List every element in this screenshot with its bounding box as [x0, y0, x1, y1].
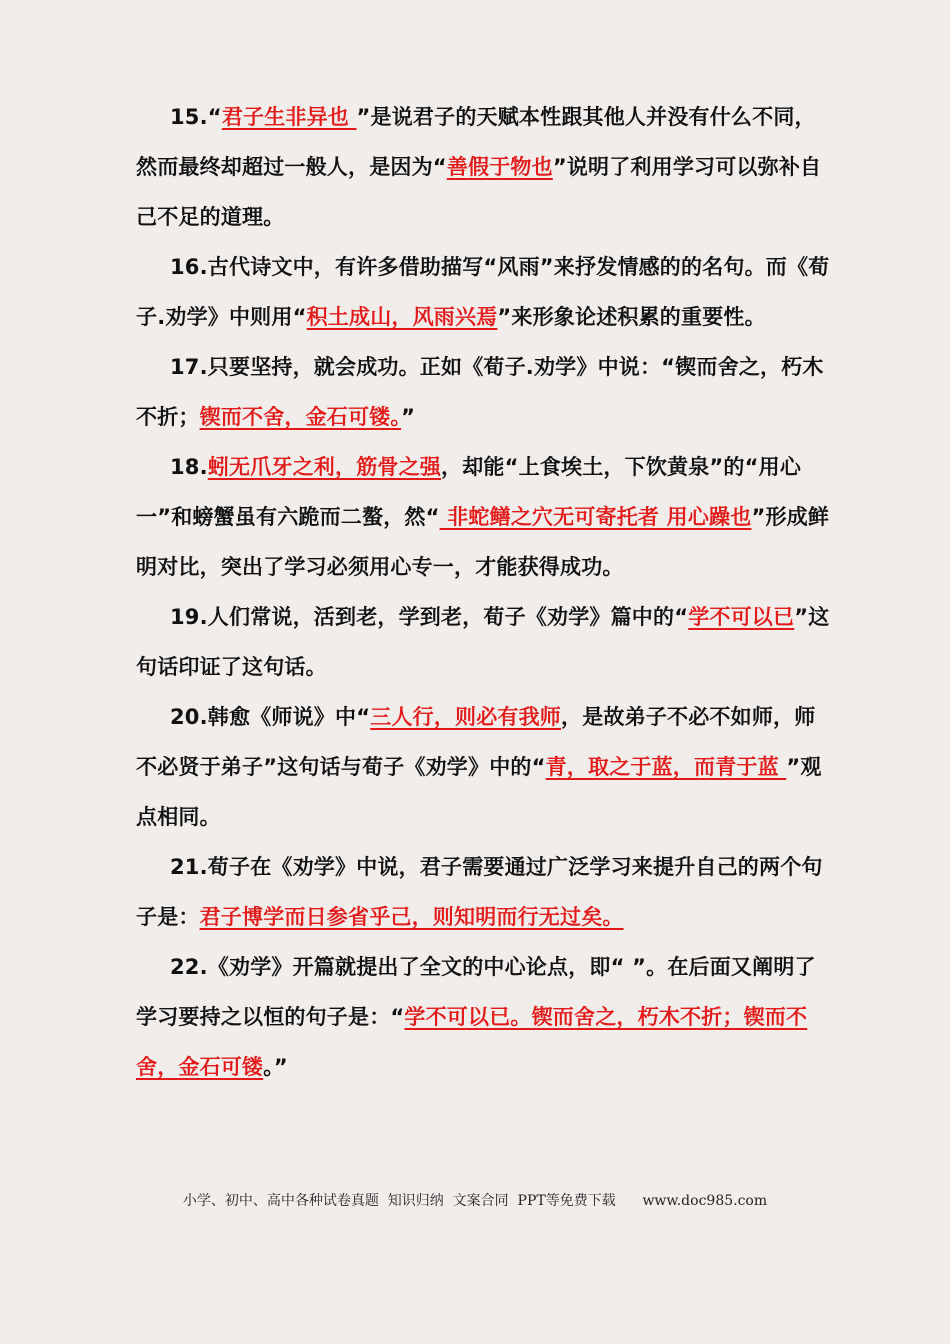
question-text: ，是故弟子不必不如师，师不必贤于弟子”这句话与荀子《劝学》中的“ [136, 705, 816, 779]
answer-text: 锲而不舍，金石可镂。 [199, 405, 402, 429]
document-body [136, 92, 836, 1092]
question-text: ”是说君子的天赋本性跟其他人并没有什么不同，然而最终却超过一般人，是因为“ [136, 105, 816, 179]
question-paragraph [136, 92, 836, 242]
question-paragraph [136, 342, 836, 442]
question-paragraph [136, 842, 836, 942]
question-text: 16.古代诗文中，有许多借助描写“风雨”来抒发情感的的名句。而《荀子.劝学》中则用“ [136, 255, 830, 329]
question-paragraph [136, 442, 836, 592]
question-text: 17.只要坚持，就会成功。正如《荀子.劝学》中说：“锲而舍之，朽木不折； [136, 355, 824, 429]
question-text: 21.荀子在《劝学》中说，君子需要通过广泛学习来提升自己的两个句子是： [136, 855, 823, 929]
answer-text: 君子博学而日参省乎己，则知明而行无过矣。 [199, 905, 624, 929]
answer-text: 积土成山，风雨兴焉 [306, 305, 498, 329]
question-text: 。” [263, 1055, 288, 1079]
question-text: ，却能“上食埃土，下饮黄泉”的“用心一”和螃蟹虽有六跪而二螯，然“ [136, 455, 802, 529]
answer-text: 君子生非异也 [221, 105, 357, 129]
question-text: ”说明了利用学习可以弥补自己不足的道理。 [136, 155, 822, 229]
question-text: 20.韩愈《师说》中“ [170, 705, 371, 729]
question-text: 15.“ [170, 105, 222, 129]
answer-text: 善假于物也 [446, 155, 553, 179]
question-text: ” [401, 405, 416, 429]
answer-text: 学不可以已 [688, 605, 795, 629]
question-text: 18. [170, 455, 208, 479]
answer-text: 学不可以已。锲而舍之，朽木不折；锲而不舍，金石可镂 [136, 1005, 808, 1079]
question-paragraph [136, 242, 836, 342]
question-text: ”这句话印证了这句话。 [136, 605, 830, 679]
question-text: ”来形象论述积累的重要性。 [497, 305, 766, 329]
answer-text: 蚓无爪牙之利，筋骨之强 [207, 455, 442, 479]
question-paragraph [136, 942, 836, 1092]
answer-text: 非蛇鳝之穴无可寄托者 用心躁也 [439, 505, 752, 529]
question-text: ”观点相同。 [136, 755, 822, 829]
question-text: ”形成鲜明对比，突出了学习必须用心专一，才能获得成功。 [136, 505, 830, 579]
question-paragraph [136, 692, 836, 842]
answer-text: 三人行，则必有我师 [370, 705, 562, 729]
question-paragraph [136, 592, 836, 692]
question-text: 19.人们常说，活到老，学到老，荀子《劝学》篇中的“ [170, 605, 689, 629]
page-footer: 小学、初中、高中各种试卷真题 知识归纳 文案合同 PPT等免费下载 www.doc985.com [182, 1193, 768, 1209]
answer-text: 青，取之于蓝，而青于蓝 [545, 755, 787, 779]
question-text: 22.《劝学》开篇就提出了全文的中心论点，即“ ”。在后面又阐明了学习要持之以恒的句子是：“ [136, 955, 816, 1029]
